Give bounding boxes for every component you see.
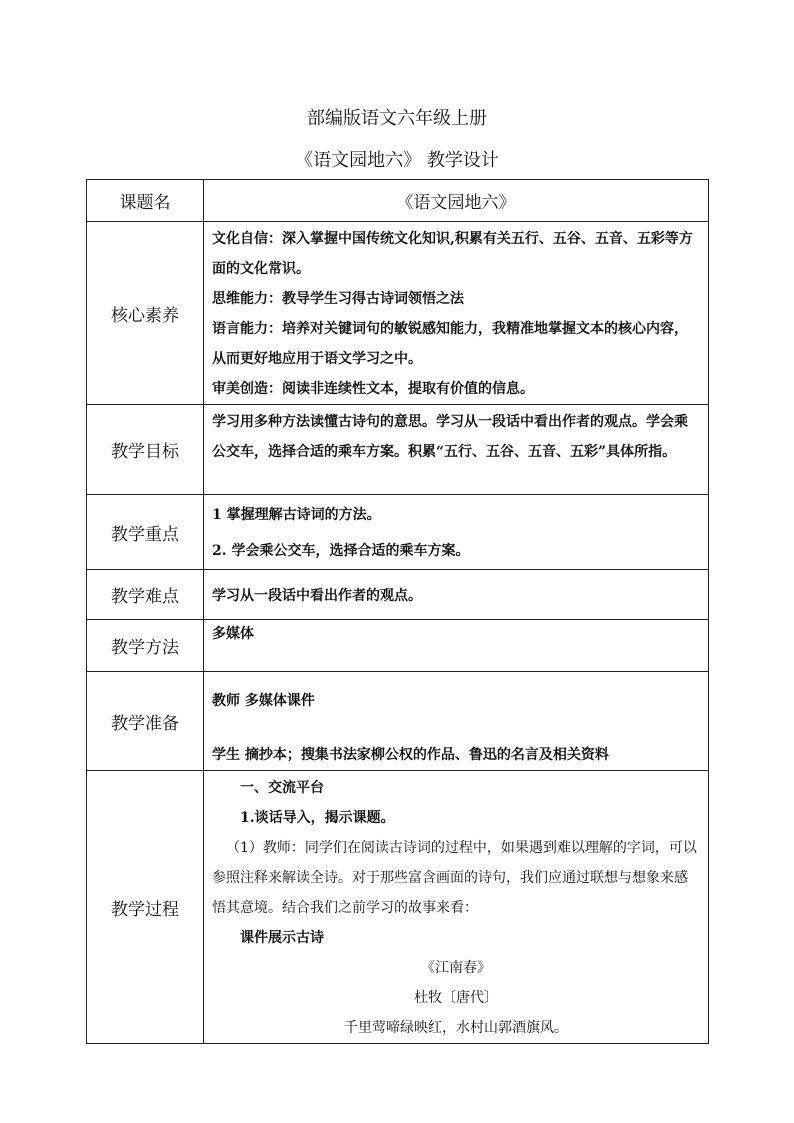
topic-label: 课题名 xyxy=(87,180,204,222)
literacy-item xyxy=(212,284,700,314)
method-label: 教学方法 xyxy=(87,620,204,672)
row-preparation xyxy=(87,672,709,771)
preparation-label: 教学准备 xyxy=(87,672,204,771)
literacy-key: 审美创造： xyxy=(212,381,282,397)
literacy-key: 思维能力： xyxy=(212,291,282,307)
literacy-text: 深入掌握中国传统文化知识,积累有关五行、五谷、五音、五彩等方面的文化常识。 xyxy=(212,231,693,277)
row-key-points xyxy=(87,495,709,570)
preparation-content xyxy=(204,672,709,771)
lesson-plan-table xyxy=(86,179,709,1044)
key-points-content xyxy=(204,495,709,570)
process-courseware: 课件展示古诗 xyxy=(240,930,324,946)
row-difficulty xyxy=(87,570,709,620)
difficulty-text: 学习从一段话中看出作者的观点。 xyxy=(204,570,709,620)
process-paragraph: （1）教师：同学们在阅读古诗词的过程中，如果遇到难以理解的字词，可以参照注释来解读全诗。对于那些富含画面的诗句，我们应通过联想与想象来感悟其意境。结合我们之前学习的故事来看： xyxy=(212,840,697,916)
method-text: 多媒体 xyxy=(204,620,709,672)
poem-author: 杜牧〔唐代〕 xyxy=(414,990,498,1006)
literacy-content xyxy=(204,222,709,405)
goals-text: 学习用多种方法读懂古诗句的意思。学习从一段话中看出作者的观点。学会乘公交车，选择合适的乘车方案。积累“五行、五谷、五音、五彩”具体所指。 xyxy=(204,405,709,495)
row-goals xyxy=(87,405,709,495)
literacy-key: 语言能力： xyxy=(212,321,282,337)
process-heading: 一、交流平台 xyxy=(240,780,324,796)
literacy-item xyxy=(212,224,700,284)
topic-value: 《语文园地六》 xyxy=(204,180,709,222)
preparation-student: 学生 摘抄本；搜集书法家柳公权的作品、鲁迅的名言及相关资料 xyxy=(212,747,609,763)
literacy-key: 文化自信： xyxy=(212,231,282,247)
difficulty-label: 教学难点 xyxy=(87,570,204,620)
document-title: 部编版语文六年级上册 xyxy=(307,108,487,129)
process-step: 1.谈话导入，揭示课题。 xyxy=(240,810,395,826)
row-method xyxy=(87,620,709,672)
literacy-item xyxy=(212,374,700,404)
key-points-label: 教学重点 xyxy=(87,495,204,570)
key-point-item: 1 掌握理解古诗词的方法。 xyxy=(212,507,381,523)
preparation-teacher: 教师 多媒体课件 xyxy=(212,693,315,709)
poem-title: 《江南春》 xyxy=(421,960,491,976)
row-literacy xyxy=(87,222,709,405)
literacy-text: 教导学生习得古诗词领悟之法 xyxy=(282,291,464,307)
goals-label: 教学目标 xyxy=(87,405,204,495)
literacy-item xyxy=(212,314,700,374)
literacy-text: 阅读非连续性文本，提取有价值的信息。 xyxy=(282,381,534,397)
process-label: 教学过程 xyxy=(87,771,204,1044)
key-point-item: 2. 学会乘公交车，选择合适的乘车方案。 xyxy=(212,543,470,559)
poem-line: 千里莺啼绿映红，水村山郭酒旗风。 xyxy=(344,1020,568,1036)
row-topic xyxy=(87,180,709,222)
row-process xyxy=(87,771,709,1044)
process-content xyxy=(204,771,709,1044)
document-subtitle: 《语文园地六》 教学设计 xyxy=(295,150,499,171)
literacy-text: 培养对关键词句的敏锐感知能力，我精准地掌握文本的核心内容，从而更好地应用于语文学习之中。 xyxy=(212,321,688,367)
literacy-label: 核心素养 xyxy=(87,222,204,405)
